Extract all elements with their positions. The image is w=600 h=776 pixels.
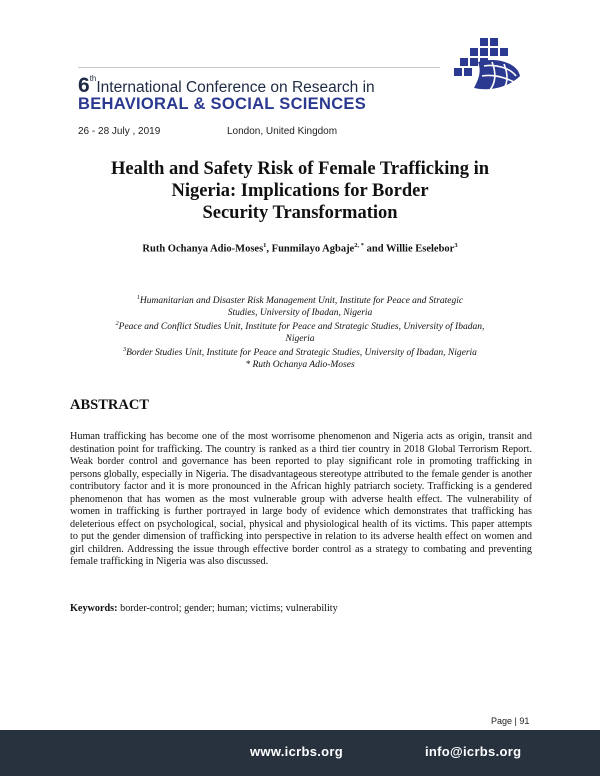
edition-suffix: th bbox=[89, 74, 97, 83]
edition-number: 6 bbox=[78, 74, 90, 97]
author-name: Ruth Ochanya Adio-Moses bbox=[142, 243, 264, 255]
page-number: Page | 91 bbox=[491, 716, 530, 726]
affiliation-2 bbox=[70, 318, 530, 345]
conference-location: London, United Kingdom bbox=[227, 126, 338, 137]
title-line: Security Transformation bbox=[202, 203, 398, 223]
affiliation-text: Nigeria bbox=[285, 334, 315, 345]
website-link[interactable]: www.icrbs.org bbox=[250, 744, 343, 759]
affiliation-text: Border Studies Unit, Institute for Peace and Strategic Studies, University of Ibadan, Nigeria bbox=[126, 348, 477, 359]
abstract-heading: ABSTRACT bbox=[70, 397, 149, 413]
affiliation-mark: 2 bbox=[115, 321, 119, 327]
keywords bbox=[70, 603, 338, 614]
affiliation-mark: 3 bbox=[123, 347, 127, 353]
affiliation-text: Studies, University of Ibadan, Nigeria bbox=[227, 308, 373, 319]
author-affiliation-mark: 3 bbox=[454, 242, 458, 249]
title-line: Health and Safety Risk of Female Trafficking in bbox=[110, 159, 490, 179]
conference-dates: 26 - 28 July , 2019 bbox=[78, 126, 161, 137]
conference-logo-icon bbox=[452, 36, 524, 94]
author-list bbox=[80, 242, 520, 255]
author-separator: and bbox=[363, 243, 386, 255]
conference-line1-text: International Conference on Research in bbox=[96, 79, 375, 96]
header-rule bbox=[78, 67, 440, 68]
email-link[interactable]: info@icrbs.org bbox=[425, 744, 522, 759]
keywords-text: border-control; gender; human; victims; vulnerability bbox=[117, 603, 338, 614]
affiliation-text: Peace and Conflict Studies Unit, Institute for Peace and Strategic Studies, University of Ibadan, bbox=[118, 322, 485, 333]
author-affiliation-mark: 1 bbox=[263, 242, 267, 249]
paper-title bbox=[80, 158, 520, 224]
affiliation-1 bbox=[70, 292, 530, 319]
title-line: Nigeria: Implications for Border bbox=[171, 181, 429, 201]
keywords-label: Keywords: bbox=[70, 603, 118, 614]
author-name: Funmilayo Agbaje bbox=[271, 243, 355, 255]
affiliation-3 bbox=[70, 344, 530, 371]
affiliation-text: Humanitarian and Disaster Risk Management Unit, Institute for Peace and Strategic bbox=[139, 296, 464, 307]
conference-name-line2: BEHAVIORAL & SOCIAL SCIENCES bbox=[78, 95, 367, 113]
affiliation-mark: 1 bbox=[136, 295, 140, 301]
abstract-body: Human trafficking has become one of the most worrisome phenomenon and Nigeria acts as origin, transit and destination point for trafficking. The country is ranked as a third tier country in 2018 Global Terrorism Report. Weak border control and governance has been reported to play significant role in promoting trafficking in persons globally, especially in Nigeria. The disadvantageous stereotype attributed to the female gender is another contributory factor and it is more pronounced in the African highly patriarch society. Trafficking is a gendered phenomenon that has women as the most vulnerable group with adverse health effect. The vulnerability of women in trafficking is further portrayed in large body of evidence which demonstrates that trafficking has deleterious effect on psychological, social, physical and physiological health of its victims. This paper attempts to put the gender dimension of trafficking into perspective in relation to its adverse health effect on women and girl children. Addressing the issue through effective border control as a strategy to combating and preventing female trafficking in Nigeria was also discussed. bbox=[70, 431, 532, 567]
corresponding-author: * Ruth Ochanya Adio-Moses bbox=[245, 360, 355, 371]
author-affiliation-mark: 2, * bbox=[354, 242, 364, 249]
author-separator: , bbox=[266, 243, 272, 255]
author-name: Willie Eselebor bbox=[385, 243, 455, 255]
